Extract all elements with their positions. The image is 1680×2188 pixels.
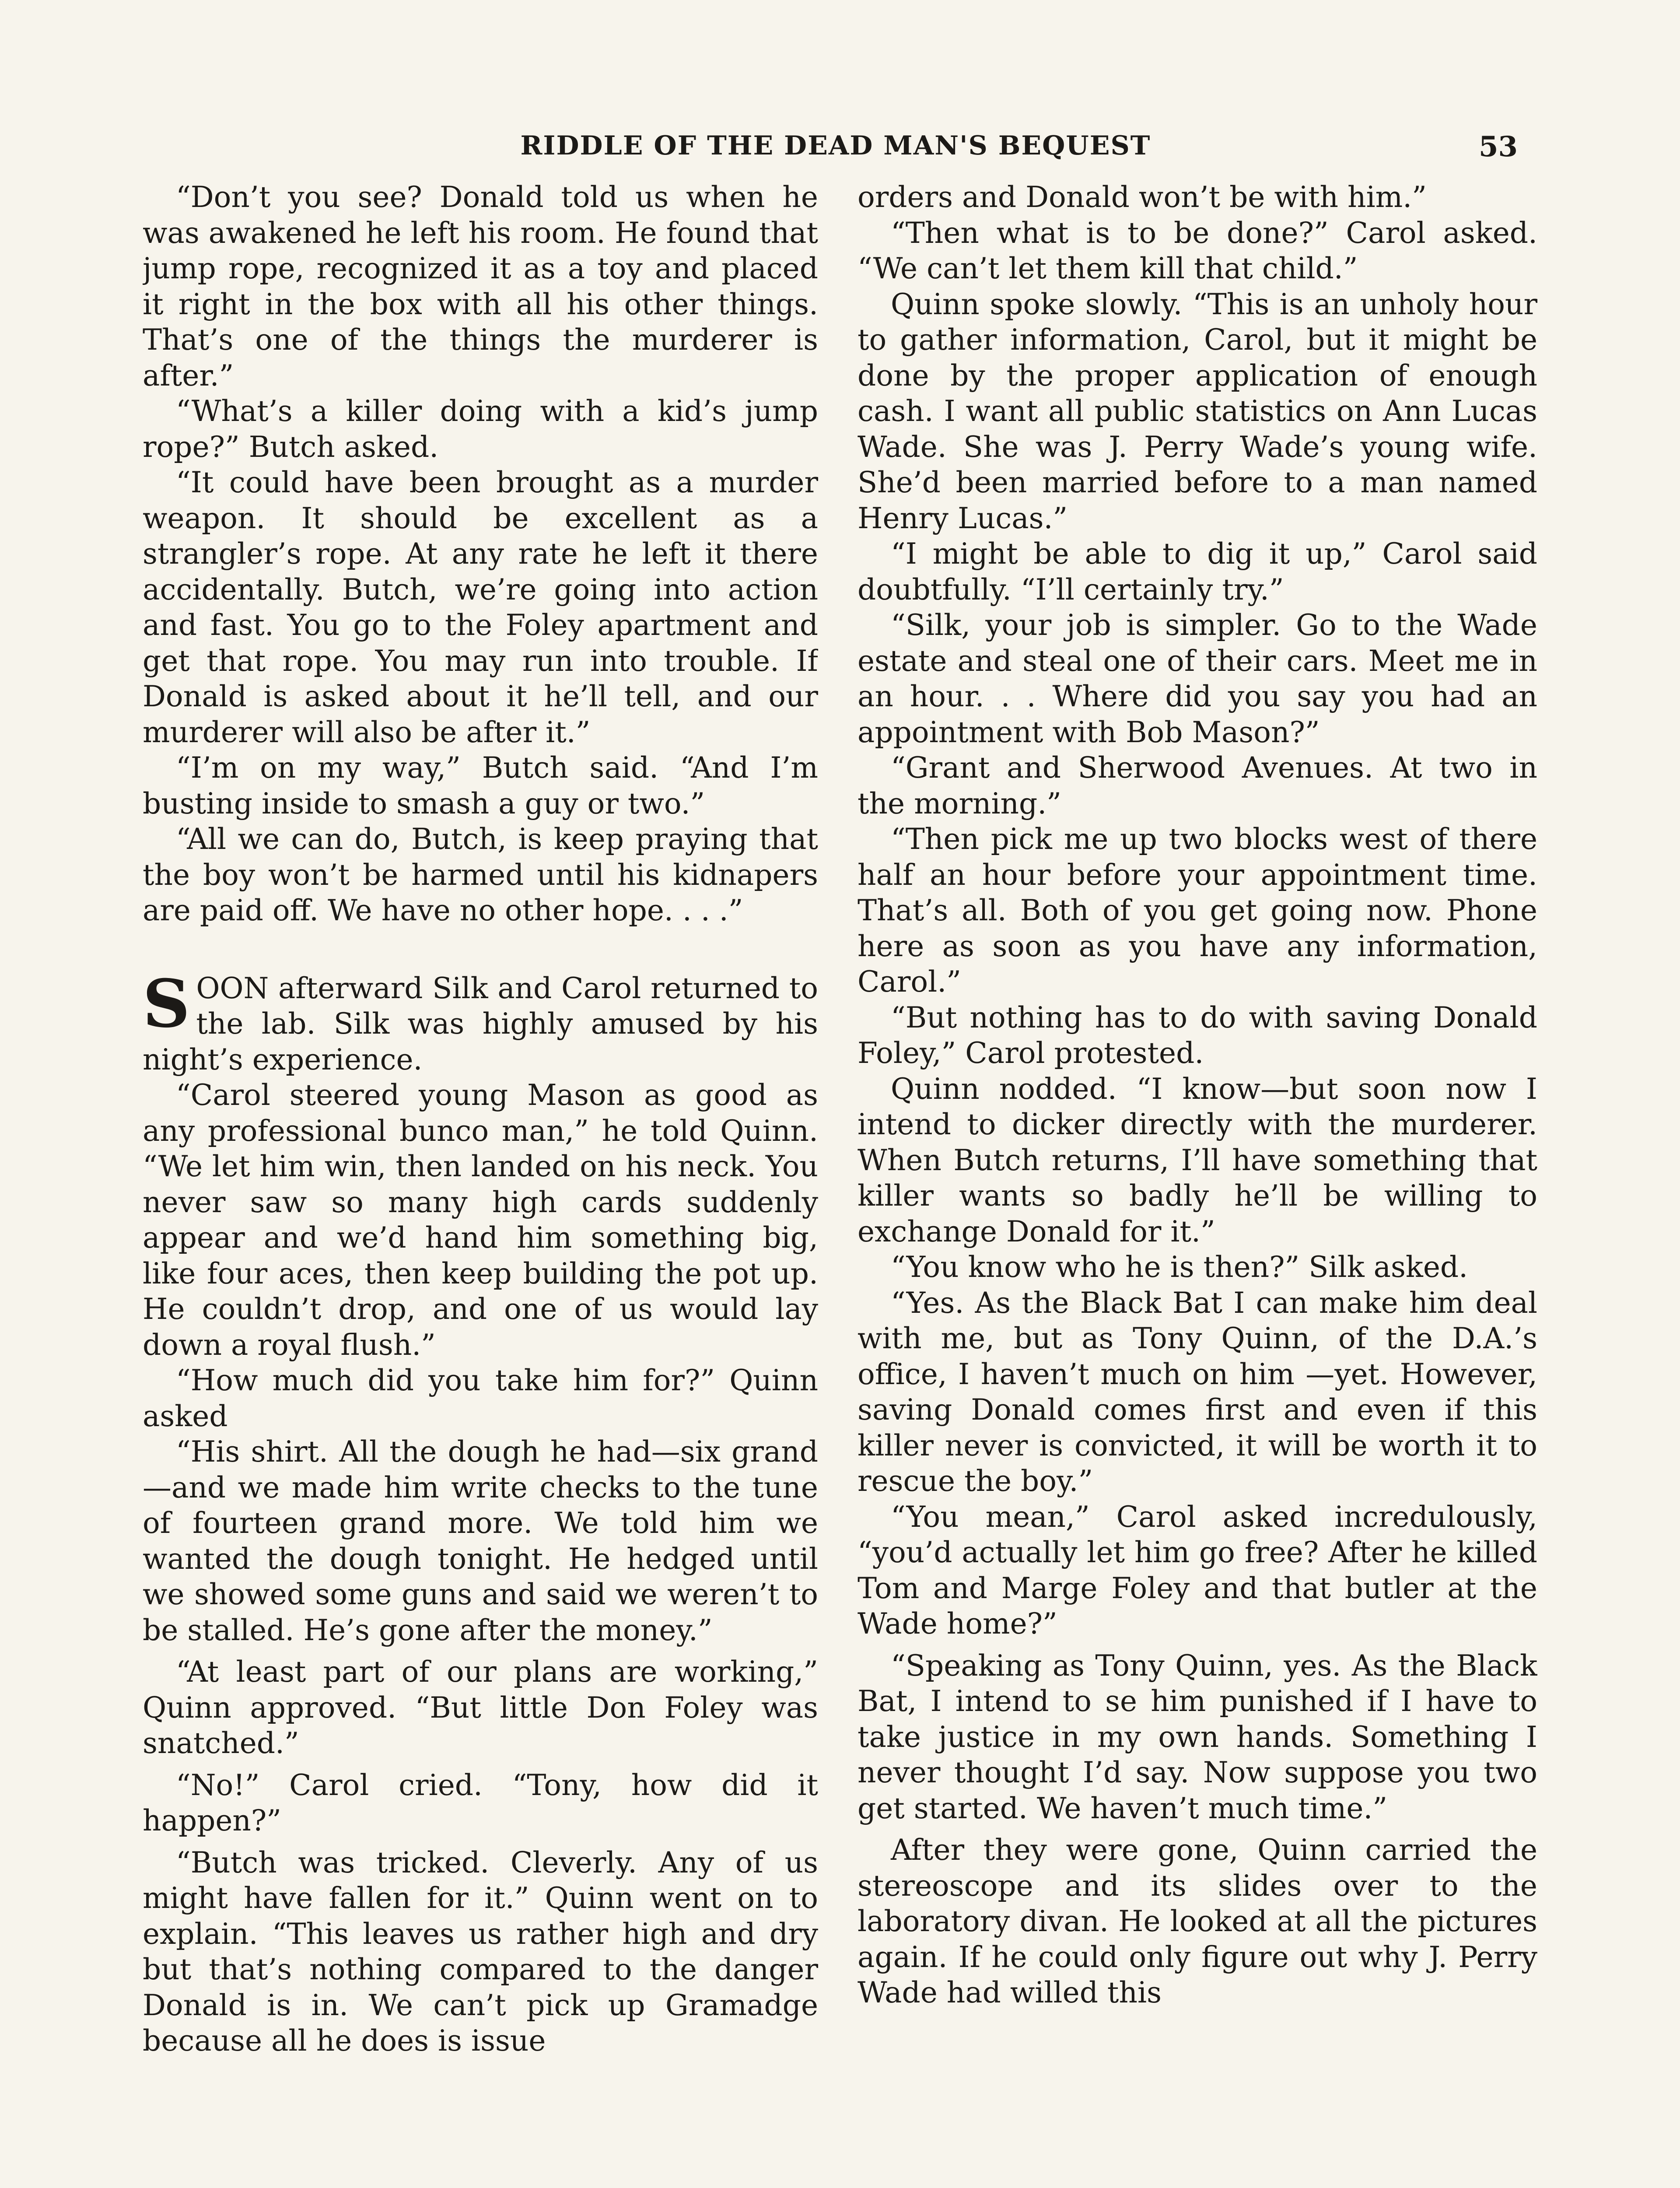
paragraph: “Speaking as Tony Quinn, yes. As the Black Bat, I intend to se him punished if I have to take justice in my own hands. Something I never thought I’d say. Now suppose you two get started. We haven’t much time.” bbox=[858, 1648, 1537, 1825]
paragraph: “It could have been brought as a murder weapon. It should be excellent as a strangler’s rope. At any rate he left it there accidentally. Butch, we’re going into action and fast. You go to the Foley apartment and get that rope. You may run into trouble. If Donald is asked about it he’ll tell, and our murderer will also be after it.” bbox=[143, 466, 818, 749]
paragraph: “Carol steered young Mason as good as any professional bunco man,” he told Quinn. “We let him win, then landed on his neck. You never saw so many high cards suddenly appear and we’d hand him something big, like four aces, then keep building the pot up. He couldn’t drop, and one of us would lay down a royal flush.” bbox=[143, 1078, 818, 1362]
paragraph: “Then what is to be done?” Carol asked. “We can’t let them kill that child.” bbox=[858, 216, 1537, 285]
paragraph: “At least part of our plans are working,” Quinn approved. “But little Don Foley was snatched.” bbox=[143, 1655, 818, 1760]
paragraph: “Grant and Sherwood Avenues. At two in the morning.” bbox=[858, 751, 1537, 820]
paragraph: “You know who he is then?” Silk asked. bbox=[891, 1250, 1468, 1284]
paragraph: “But nothing has to do with saving Donald Foley,” Carol protested. bbox=[858, 1000, 1537, 1070]
paragraph: “Yes. As the Black Bat I can make him deal with me, but as Tony Quinn, of the D.A.’s office, I haven’t much on him —yet. However, saving Donald comes first and even if this killer never is convicted, it will be worth it to rescue the boy.” bbox=[858, 1286, 1537, 1498]
left-column bbox=[143, 179, 818, 2188]
paragraph: “His shirt. All the dough he had—six grand—and we made him write checks to the tune of fourteen grand more. We told him we wanted the dough tonight. He hedged until we showed some guns and said we weren’t to be stalled. He’s gone after the money.” bbox=[143, 1435, 818, 1647]
paragraph: “Butch was tricked. Cleverly. Any of us might have fallen for it.” Quinn went on to explain. “This leaves us rather high and dry but that’s nothing compared to the danger Donald is in. We can’t pick up Gramadge because all he does is issue bbox=[143, 1845, 818, 2058]
paragraph: “Silk, your job is simpler. Go to the Wade estate and steal one of their cars. Meet me in an hour. . . Where did you say you had an appointment with Bob Mason?” bbox=[858, 608, 1537, 749]
paragraph: “No!” Carol cried. “Tony, how did it happen?” bbox=[143, 1768, 818, 1837]
paragraph: “You mean,” Carol asked incredulously, “you’d actually let him go free? After he killed Tom and Marge Foley and that butler at the Wade home?” bbox=[858, 1500, 1537, 1641]
paragraph: “I’m on my way,” Butch said. “And I’m busting inside to smash a guy or two.” bbox=[143, 751, 818, 820]
paragraph: “Don’t you see? Donald told us when he was awakened he left his room. He found that jump rope, recognized it as a toy and placed it right in the box with all his other things. That’s one of the things the murderer is after.” bbox=[143, 180, 818, 393]
page-number: 53 bbox=[1479, 130, 1518, 163]
section-opening-paragraph bbox=[143, 965, 818, 1078]
running-header bbox=[0, 130, 1680, 170]
paragraph: “Then pick me up two blocks west of there half an hour before your appointment time. That’s all. Both of you get going now. Phone here as soon as you have any information, Carol.” bbox=[858, 822, 1537, 999]
paragraph: “I might be able to dig it up,” Carol said doubtfully. “I’ll certainly try.” bbox=[858, 537, 1537, 607]
story-title: RIDDLE OF THE DEAD MAN'S BEQUEST bbox=[520, 130, 1151, 161]
paragraph: “All we can do, Butch, is keep praying that the boy won’t be harmed until his kidnapers are paid off. We have no other hope. . . .” bbox=[143, 822, 818, 927]
paragraph: “How much did you take him for?” Quinn asked bbox=[143, 1364, 818, 1433]
paragraph: Quinn spoke slowly. “This is an unholy hour to gather information, Carol, but it might be done by the proper application of enough cash. I want all public statistics on Ann Lucas Wade. She was J. Perry Wade’s young wife. She’d been married before to a man named Henry Lucas.” bbox=[858, 287, 1537, 535]
paragraph: “What’s a killer doing with a kid’s jump rope?” Butch asked. bbox=[143, 394, 818, 464]
section-opening-text: OON afterward Silk and Carol returned to the lab. Silk was highly amused by his night’s experience. bbox=[143, 971, 818, 1076]
right-column bbox=[858, 179, 1537, 2188]
paragraph: After they were gone, Quinn carried the stereoscope and its slides over to the laboratory divan. He looked at all the pictures again. If he could only figure out why J. Perry Wade had willed this bbox=[858, 1833, 1537, 2009]
drop-cap: S bbox=[143, 965, 190, 1042]
paragraph: Quinn nodded. “I know—but soon now I intend to dicker directly with the murderer. When Butch returns, I’ll have something that killer wants so badly he’ll be willing to exchange Donald for it.” bbox=[858, 1072, 1537, 1248]
continued-paragraph: orders and Donald won’t be with him.” bbox=[858, 180, 1427, 214]
